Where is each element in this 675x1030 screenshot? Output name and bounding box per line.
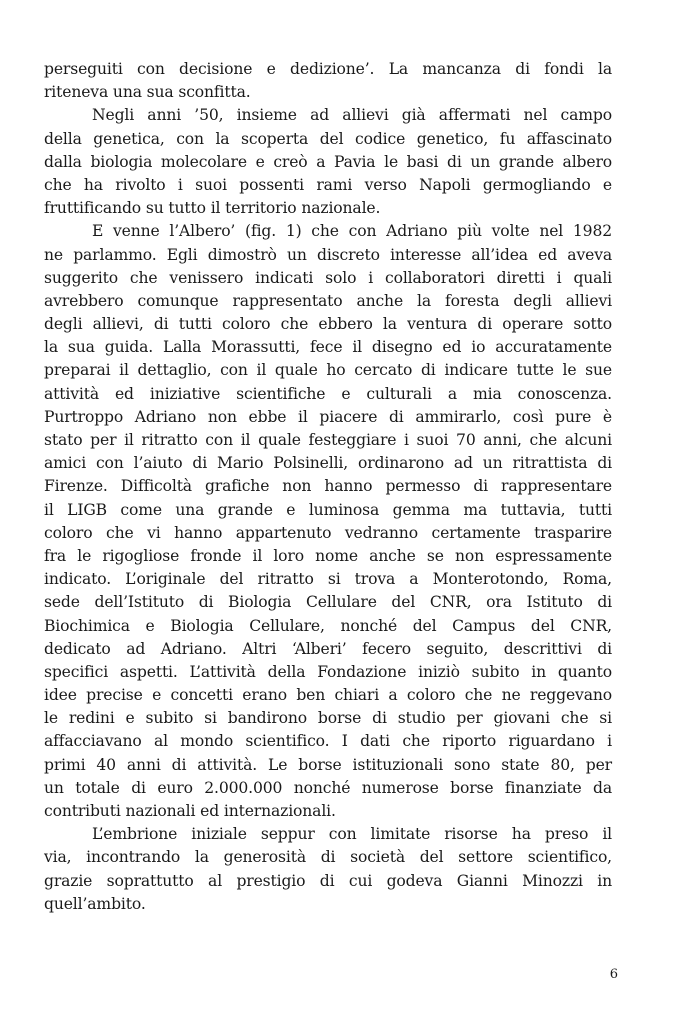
body-text: [44, 58, 612, 916]
text-line: Biochimica e Biologia Cellulare, nonché del Campus del CNR,: [44, 616, 612, 635]
text-line: fra le rigogliose fronde il loro nome anche se non espressamente: [44, 546, 612, 565]
text-line: E venne l’Albero’ (fig. 1) che con Adriano più volte nel 1982: [92, 222, 612, 241]
text-line: degli allievi, di tutti coloro che ebbero la ventura di operare sotto: [44, 315, 612, 334]
page-number: 6: [609, 967, 618, 982]
text-line: dalla biologia molecolare e creò a Pavia le basi di un grande albero: [44, 152, 612, 171]
paragraph-3: [44, 220, 612, 823]
text-line: suggerito che venissero indicati solo i collaboratori diretti i quali: [44, 268, 612, 287]
text-line: via, incontrando la generosità di società del settore scientifico,: [44, 848, 612, 867]
text-line: della genetica, con la scoperta del codice genetico, fu affascinato: [44, 129, 612, 148]
text-line: specifici aspetti. L’attività della Fondazione iniziò subito in quanto: [44, 662, 612, 681]
text-line: quell’ambito.: [44, 894, 146, 913]
text-line: le redini e subito si bandirono borse di studio per giovani che si: [44, 709, 612, 728]
text-line: indicato. L’originale del ritratto si trova a Monterotondo, Roma,: [44, 570, 612, 589]
paragraph-4: [44, 823, 612, 916]
text-line: perseguiti con decisione e dedizione’. La mancanza di fondi la: [44, 60, 612, 78]
text-line: Negli anni ’50, insieme ad allievi già affermati nel campo: [92, 106, 612, 125]
text-line: un totale di euro 2.000.000 nonché numerose borse finanziate da: [44, 778, 612, 797]
text-line: il LIGB come una grande e luminosa gemma ma tuttavia, tutti: [44, 500, 612, 519]
text-line: Firenze. Difficoltà grafiche non hanno permesso di rappresentare: [44, 477, 612, 496]
text-line: Purtroppo Adriano non ebbe il piacere di ammirarlo, così pure è: [44, 407, 612, 426]
text-line: preparai il dettaglio, con il quale ho cercato di indicare tutte le sue: [44, 361, 612, 380]
paragraph-2: [44, 104, 612, 220]
text-line: stato per il ritratto con il quale festeggiare i suoi 70 anni, che alcuni: [44, 431, 612, 449]
text-line: attività ed iniziative scientifiche e culturali a mia conoscenza.: [44, 384, 612, 403]
text-line: affacciavano al mondo scientifico. I dati che riporto riguardano i: [44, 732, 612, 751]
text-line: coloro che vi hanno appartenuto vedranno certamente trasparire: [44, 523, 612, 542]
text-line: contributi nazionali ed internazionali.: [44, 802, 336, 820]
text-line: che ha rivolto i suoi possenti rami verso Napoli germogliando e: [44, 175, 612, 194]
text-line: idee precise e concetti erano ben chiari a coloro che ne reggevano: [44, 686, 612, 705]
text-line: L’embrione iniziale seppur con limitate risorse ha preso il: [92, 825, 612, 844]
text-line: primi 40 anni di attività. Le borse istituzionali sono state 80, per: [44, 755, 612, 774]
text-line: riteneva una sua sconfitta.: [44, 83, 251, 102]
text-line: ne parlammo. Egli dimostrò un discreto interesse all’idea ed aveva: [44, 245, 612, 264]
text-line: la sua guida. Lalla Morassutti, fece il disegno ed io accuratamente: [44, 338, 612, 357]
text-line: amici con l’aiuto di Mario Polsinelli, ordinarono ad un ritrattista di: [44, 454, 612, 473]
text-line: avrebbero comunque rappresentato anche la foresta degli allievi: [44, 291, 612, 310]
text-line: fruttificando su tutto il territorio nazionale.: [44, 199, 381, 218]
text-line: sede dell’Istituto di Biologia Cellulare del CNR, ora Istituto di: [44, 593, 612, 612]
text-line: dedicato ad Adriano. Altri ‘Alberi’ fecero seguito, descrittivi di: [44, 639, 612, 658]
paragraph-1: [44, 58, 612, 104]
text-line: grazie soprattutto al prestigio di cui godeva Gianni Minozzi in: [44, 871, 612, 890]
